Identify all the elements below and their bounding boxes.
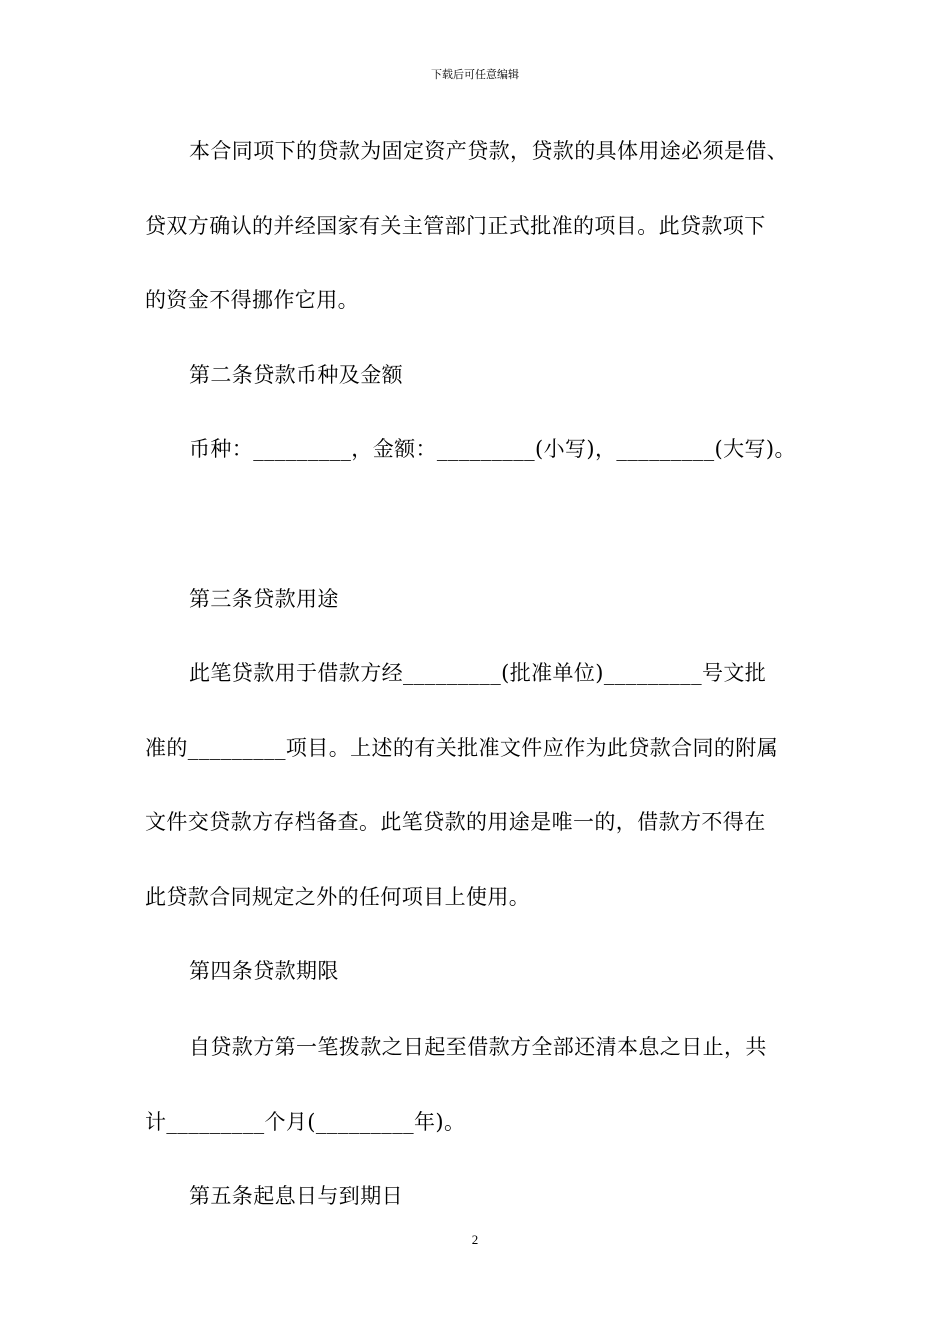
page-header: 下载后可任意编辑 bbox=[431, 68, 519, 81]
section-heading: 第二条贷款币种及金额 bbox=[189, 363, 403, 387]
paragraph-line: 本合同项下的贷款为固定资产贷款，贷款的具体用途必须是借、 bbox=[189, 139, 789, 163]
paragraph-line: 此笔贷款用于借款方经_________(批准单位)_________号文批 bbox=[189, 661, 767, 685]
paragraph-line: 贷双方确认的并经国家有关主管部门正式批准的项目。此贷款项下 bbox=[145, 214, 766, 238]
paragraph-line: 自贷款方第一笔拨款之日起至借款方全部还清本息之日止，共 bbox=[189, 1035, 767, 1059]
paragraph-line: 币种：_________，金额：_________(小写)，_________(大写)。 bbox=[189, 437, 796, 461]
section-heading: 第五条起息日与到期日 bbox=[189, 1184, 403, 1208]
paragraph-line: 文件交贷款方存档备查。此笔贷款的用途是唯一的，借款方不得在 bbox=[145, 810, 766, 834]
paragraph-line: 准的_________项目。上述的有关批准文件应作为此贷款合同的附属 bbox=[145, 736, 779, 760]
section-heading: 第三条贷款用途 bbox=[189, 587, 339, 611]
section-heading: 第四条贷款期限 bbox=[189, 959, 339, 983]
paragraph-line: 计_________个月(_________年)。 bbox=[145, 1110, 466, 1134]
page-number: 2 bbox=[471, 1232, 479, 1247]
paragraph-line: 此贷款合同规定之外的任何项目上使用。 bbox=[145, 885, 531, 909]
paragraph-line: 的资金不得挪作它用。 bbox=[145, 288, 359, 312]
